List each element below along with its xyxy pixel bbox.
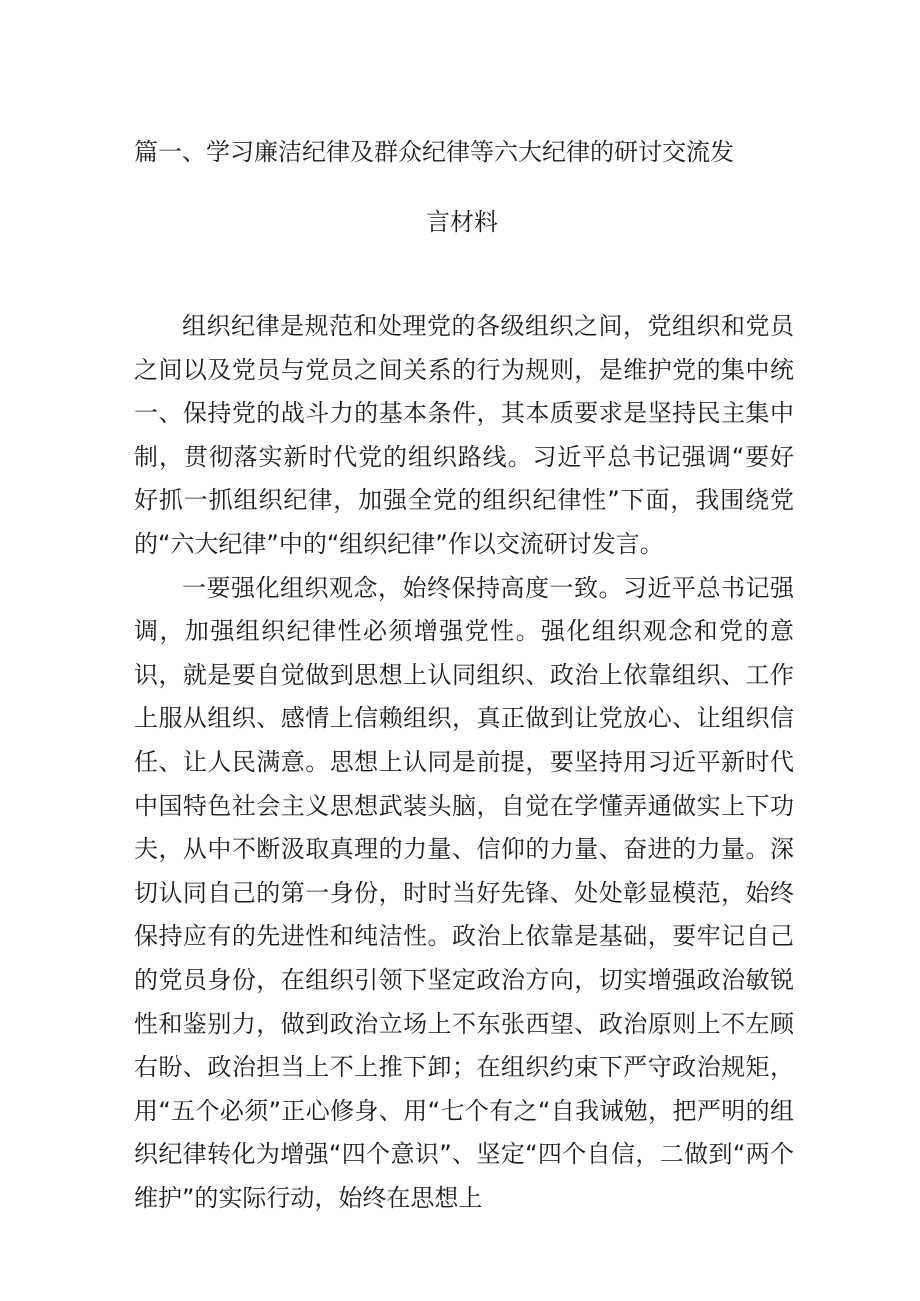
document-body [134,305,794,1220]
paragraph-2: 一要强化组织观念，始终保持高度一致。习近平总书记强调，加强组织纪律性必须增强党性。强化组织观念和党的意识，就是要自觉做到思想上认同组织、政治上依靠组织、工作上服从组织、感情上信赖组织，真正做到让党放心、让组织信任、让人民满意。思想上认同是前提，要坚持用习近平新时代中国特色社会主义思想武装头脑，自觉在学懂弄通做实上下功夫，从中不断汲取真理的力量、信仰的力量、奋进的力量。深切认同自己的第一身份，时时当好先锋、处处彰显模范，始终保持应有的先进性和纯洁性。政治上依靠是基础，要牢记自己的党员身份，在组织引领下坚定政治方向，切实增强政治敏锐性和鉴别力，做到政治立场上不东张西望、政治原则上不左顾右盼、政治担当上不上推下卸；在组织约束下严守政治规矩，用“五个必须”正心修身、用“七个有之“自我诫勉，把严明的组织纪律转化为增强“四个意识”、坚定“四个自信，二做到“两个维护”的实际行动，始终在思想上 [134,573,794,1212]
document-title-line-2: 言材料 [426,208,498,236]
document-title-line-1: 篇一、学习廉洁纪律及群众纪律等六大纪律的研讨交流发 [134,138,734,166]
paragraph-1: 组织纪律是规范和处理党的各级组织之间，党组织和党员之间以及党员与党员之间关系的行为规则，是维护党的集中统一、保持党的战斗力的基本条件，其本质要求是坚持民主集中制，贯彻落实新时代党的组织路线。习近平总书记强调“要好好抓一抓组织纪律，加强全党的组织纪律性”下面，我围绕党的“六大纪律”中的“组织纪律”作以交流研讨发言。 [134,312,794,558]
